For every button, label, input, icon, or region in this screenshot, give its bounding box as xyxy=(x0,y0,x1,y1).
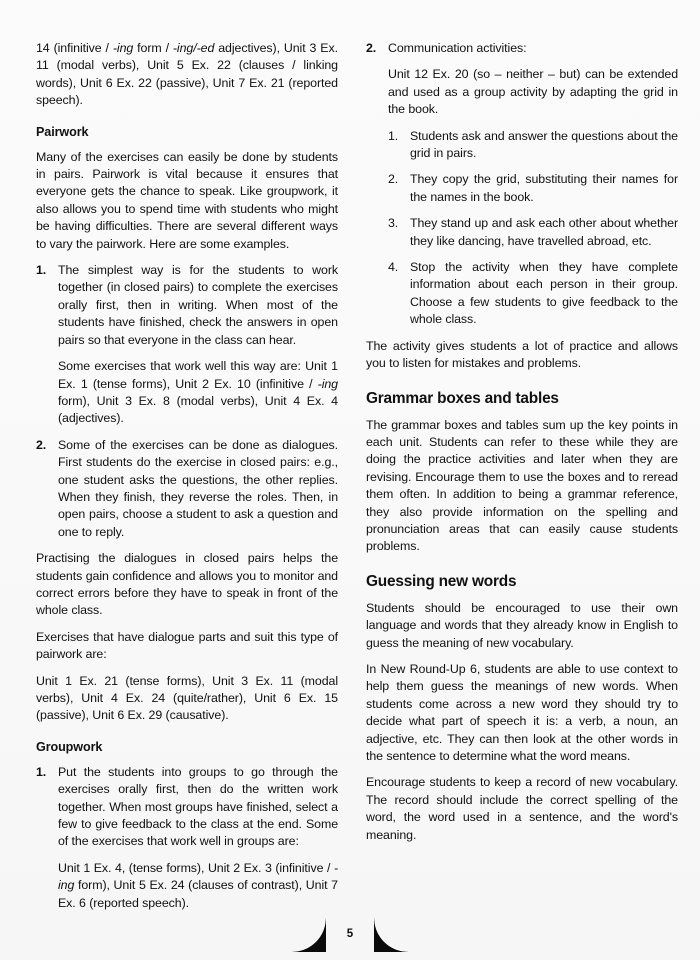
continued-paragraph-text: 14 (infinitive / -ing form / -ing/-ed adjectives), Unit 3 Ex. 11 (modal verbs), Unit 5 Ex. 22 (clauses / linking words), Unit 6 Ex. 22 (passive), Unit 7 Ex. 21 (reported speech). xyxy=(36,41,338,108)
heading-guessing-new-words: Guessing new words xyxy=(366,572,517,590)
pairwork-after-paragraph-3: Unit 1 Ex. 21 (tense forms), Unit 3 Ex. 11 (modal verbs), Unit 4 Ex. 24 (quite/rather), Unit 6 Ex. 15 (passive), Unit 6 Ex. 29 (causative). xyxy=(36,673,338,723)
list-item-paragraph: Unit 1 Ex. 4, (tense forms), Unit 2 Ex. 3 (infinitive / -ing form), Unit 5 Ex. 24 (clauses of contrast), Unit 7 Ex. 6 (reported speech). xyxy=(58,860,338,910)
step-text: Students ask and answer the questions about the grid in pairs. xyxy=(410,128,678,161)
continued-paragraph xyxy=(36,40,338,110)
list-item-paragraph: Some of the exercises can be done as dialogues. First students do the exercise in closed pairs: e.g., one student asks the questions, the other replies. When they finish, they reverse the roles. Then, in open pairs, choose a student to ask a question and one to reply. xyxy=(58,437,338,539)
page-number: 5 xyxy=(346,928,354,940)
list-marker: 2. xyxy=(36,437,47,452)
list-item xyxy=(388,128,678,163)
list-item-paragraph: The simplest way is for the students to work together (in closed pairs) to complete the exercises orally first, then in writing. When most of the students have finished, check the answers in open pairs so that everyone in the class can hear. xyxy=(58,263,338,347)
list-item-body xyxy=(58,764,338,912)
list-marker: 4. xyxy=(388,260,399,275)
pairwork-list xyxy=(36,262,338,541)
communication-closing: The activity gives students a lot of practice and allows you to listen for mistakes and problems. xyxy=(366,338,678,371)
list-item-body xyxy=(410,215,678,250)
pairwork-after-paragraph-1: Practising the dialogues in closed pairs helps the students gain confidence and allows you to monitor and correct errors before they have to speak in front of the whole class. xyxy=(36,551,338,618)
list-item xyxy=(388,259,678,329)
step-text: They stand up and ask each other about whether they like dancing, have travelled abroad, etc. xyxy=(410,216,678,248)
heading-pairwork: Pairwork xyxy=(36,124,89,139)
pairwork-intro: Many of the exercises can easily be done by students in pairs. Pairwork is vital because it ensures that everyone gets the chance to speak. Like groupwork, it also allows you to spend time with students who might be having difficulties. There are several different ways to vary the pairwork. Here are some examples. xyxy=(36,149,338,251)
step-text: Stop the activity when they have complete information about each person in their group. Choose a few students to give feedback to the whole class. xyxy=(410,260,678,327)
list-marker: 1. xyxy=(36,263,47,278)
list-item xyxy=(388,215,678,250)
communication-steps-list xyxy=(388,128,678,329)
list-item-body xyxy=(410,171,678,206)
list-item-body xyxy=(388,40,678,329)
list-item xyxy=(366,40,678,329)
page-footer xyxy=(0,910,700,952)
list-item-body xyxy=(58,262,338,428)
list-marker: 2. xyxy=(366,41,377,55)
communication-activities-title: Communication activities: xyxy=(388,41,527,55)
guessing-paragraph: In New Round-Up 6, students are able to use context to help them guess the meanings of new words. When students come across a new word they should try to decide what part of speech it is: a verb, a noun, an adjective, etc. They can then look at the other words in the sentence to determine what the word means. xyxy=(366,661,678,763)
list-item-paragraph: Some exercises that work well this way are: Unit 1 Ex. 1 (tense forms), Unit 2 Ex. 10 (infinitive / -ing form), Unit 3 Ex. 8 (modal verbs), Unit 4 Ex. 4 (adjectives). xyxy=(58,359,338,426)
list-marker: 2. xyxy=(388,172,399,187)
grammar-boxes-paragraph: The grammar boxes and tables sum up the key points in each unit. Students can refer to these while they are doing the practice activities and later when they are revising. Encourage them to use the boxes and to reread them often. In addition to being a grammar reference, they also provide information on the spelling and pronunciation areas that can easily cause students problems. xyxy=(366,417,678,554)
left-wedge-ornament-icon xyxy=(292,918,326,952)
groupwork-continued-list xyxy=(366,40,678,329)
list-item-body xyxy=(410,259,678,329)
groupwork-list xyxy=(36,764,338,912)
communication-activities-intro: Unit 12 Ex. 20 (so – neither – but) can be extended and used as a group activity by adapting the grid in the book. xyxy=(388,67,678,117)
step-text: They copy the grid, substituting their names for the names in the book. xyxy=(410,172,678,204)
list-item-paragraph: Put the students into groups to go through the exercises orally first, then do the written work together. When most groups have finished, select a few to give feedback to the class at the end. Some of the exercises that work well in groups are: xyxy=(58,764,338,849)
list-marker: 1. xyxy=(36,764,47,779)
right-wedge-ornament-icon xyxy=(374,918,408,952)
list-item xyxy=(388,171,678,206)
list-item xyxy=(36,262,338,428)
guessing-paragraph: Students should be encouraged to use their own language and words that they already know in English to guess the meaning of new vocabulary. xyxy=(366,600,678,650)
heading-grammar-boxes-and-tables: Grammar boxes and tables xyxy=(366,389,559,407)
pairwork-after-paragraph-2: Exercises that have dialogue parts and suit this type of pairwork are: xyxy=(36,629,338,662)
list-item-body xyxy=(410,128,678,163)
two-column-body xyxy=(0,40,700,921)
heading-groupwork: Groupwork xyxy=(36,739,103,754)
list-marker: 3. xyxy=(388,216,399,231)
list-item-body xyxy=(58,437,338,541)
list-marker: 1. xyxy=(388,128,399,143)
left-column xyxy=(36,40,338,921)
list-item xyxy=(36,764,338,912)
guessing-paragraph: Encourage students to keep a record of new vocabulary. The record should include the correct spelling of the word, the word used in a sentence, and the word's meaning. xyxy=(366,775,678,842)
right-column xyxy=(366,40,678,921)
list-item xyxy=(36,437,338,541)
